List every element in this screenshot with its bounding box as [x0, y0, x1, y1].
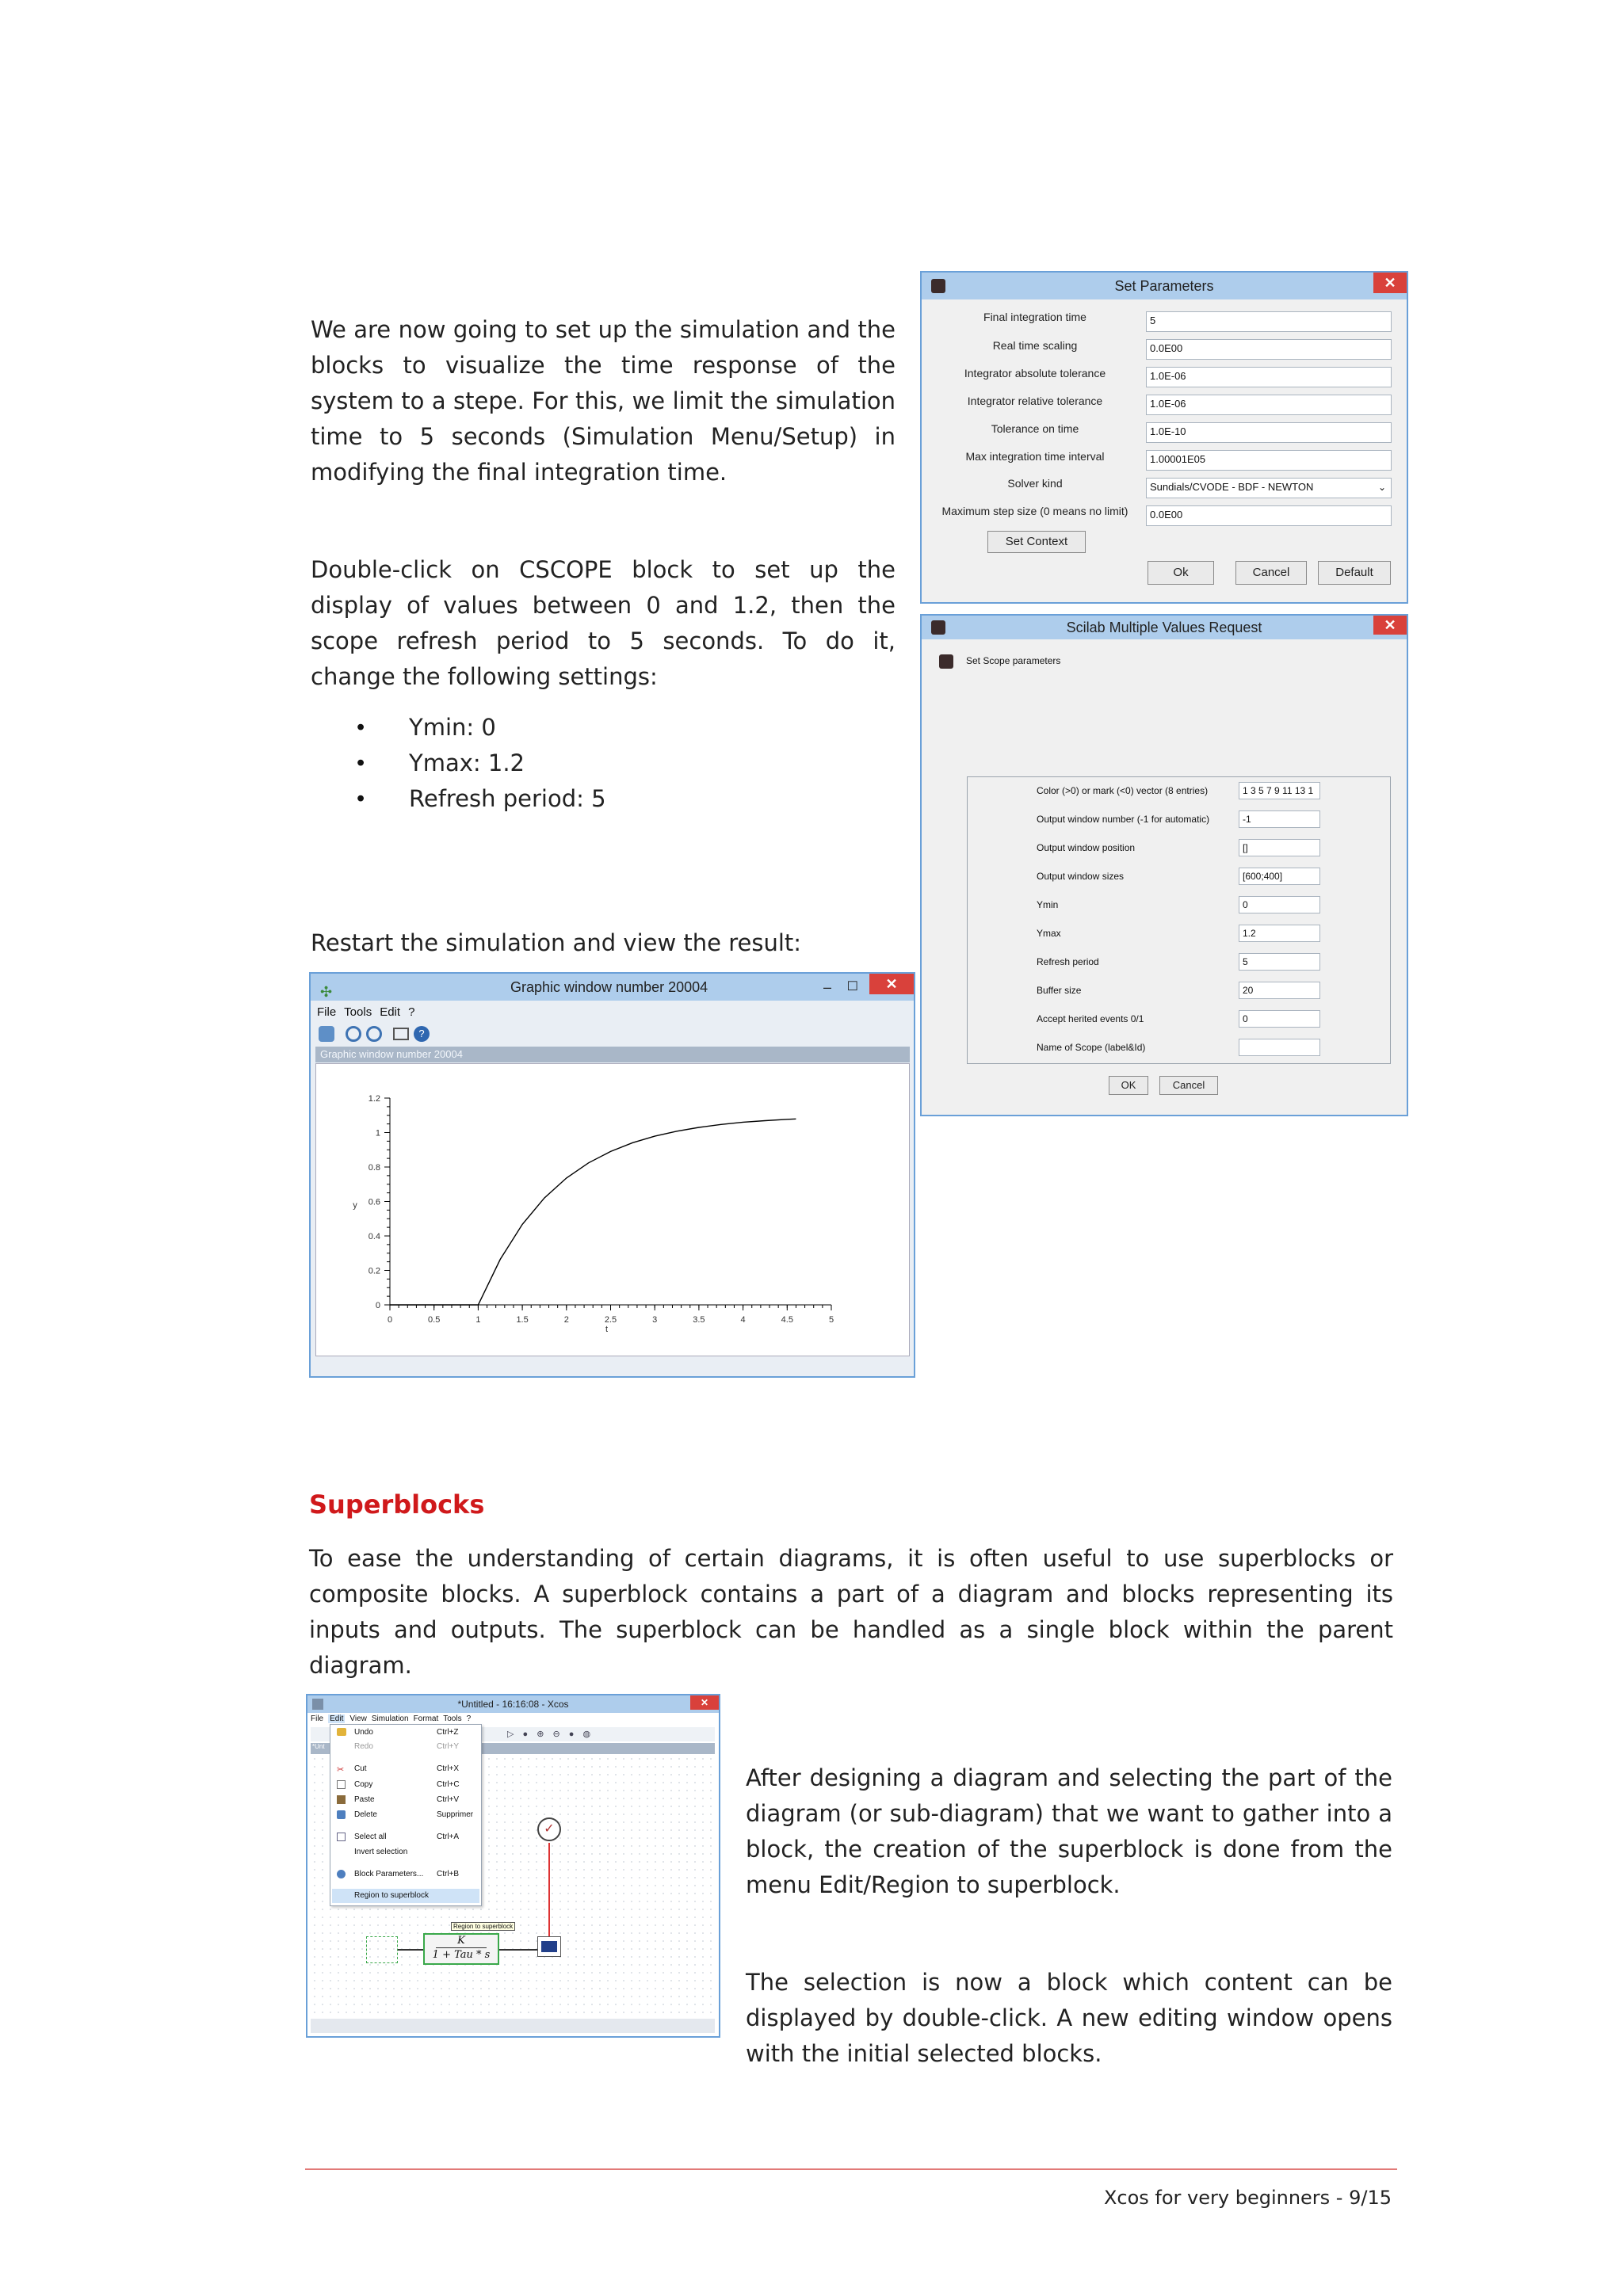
shortcut: Ctrl+A: [437, 1833, 460, 1841]
menu-item-copy[interactable]: Copy: [354, 1780, 373, 1789]
block-parameters-icon: [337, 1870, 346, 1878]
menu-edit[interactable]: Edit: [330, 1714, 344, 1723]
menu-simulation[interactable]: Simulation: [371, 1714, 409, 1723]
relative-tolerance-input[interactable]: 1.0E-06: [1146, 395, 1392, 415]
event-link: [548, 1843, 550, 1936]
superblocks-paragraph: To ease the understanding of certain diagrams, it is often useful to use superblocks or composite blocks. A superblock contains a part of a diagram and blocks representing its inputs and outputs. The superblock can be handled as a single block within the parent diagram.: [309, 1545, 1393, 1679]
menu-format[interactable]: Format: [413, 1714, 439, 1723]
window-title-bar: [311, 974, 914, 1001]
x-tick-label: 0: [387, 1315, 393, 1325]
param-label: Ymin: [1037, 899, 1059, 910]
after-design-paragraph: After designing a diagram and selecting the part of the diagram (or sub-diagram) that we want to gather into a block, the creation of the superblock is done from the menu Edit/Region to superblock.: [746, 1764, 1392, 1898]
scilab-logo-icon: [931, 279, 945, 293]
ymax-input[interactable]: 1.2: [1239, 925, 1320, 942]
section-heading-superblocks: Superblocks: [309, 1489, 485, 1520]
shortcut: Supprimer: [437, 1810, 474, 1819]
clock-block[interactable]: ✓: [537, 1817, 561, 1841]
param-label: Ymax: [1037, 928, 1061, 939]
param-label: Output window sizes: [1037, 871, 1125, 882]
scilab-logo-icon: [939, 654, 953, 669]
menu-file[interactable]: File: [311, 1714, 324, 1723]
scope-block[interactable]: [537, 1936, 561, 1957]
param-label: Solver kind: [1007, 477, 1063, 490]
menu-item-cut[interactable]: Cut: [354, 1764, 367, 1773]
scilab-logo-icon: ✣: [320, 984, 333, 1000]
cscope-paragraph: Double-click on CSCOPE block to set up the display of values between 0 and 1.2, then the scope refresh period to 5 seconds. To do it, change the following settings:: [311, 556, 896, 690]
x-tick-label: 0.5: [428, 1315, 441, 1325]
panel-title: Graphic window number 20004: [320, 1048, 463, 1060]
shortcut: Ctrl+X: [437, 1764, 460, 1773]
refresh-period-input[interactable]: 5: [1239, 953, 1320, 971]
param-label: Real time scaling: [992, 339, 1078, 352]
shortcut: Ctrl+Z: [437, 1728, 459, 1737]
param-label: Buffer size: [1037, 985, 1082, 996]
param-label: Max integration time interval: [965, 450, 1105, 463]
color-vector-input[interactable]: 1 3 5 7 9 11 13 1: [1239, 782, 1320, 799]
selection-paragraph: The selection is now a block which content can be displayed by double-click. A new editing window opens with the initial selected blocks.: [746, 1969, 1392, 2067]
y-tick-label: 0.8: [368, 1163, 380, 1173]
y-axis-label: y: [353, 1200, 357, 1211]
shortcut: Ctrl+Y: [437, 1742, 460, 1751]
dialog-title-bar: [922, 273, 1407, 299]
step-response-chart: [316, 1064, 911, 1357]
chevron-down-icon: ⌄: [1377, 482, 1386, 493]
graphic-window: [309, 972, 915, 1378]
tooltip: Region to superblock: [451, 1922, 515, 1931]
shortcut: Ctrl+B: [437, 1870, 460, 1878]
menu-item-select-all[interactable]: Select all: [354, 1833, 387, 1841]
diagram-tab[interactable]: *Unt: [312, 1743, 325, 1750]
toolbar-icons: ▷ ● ⊕ ⊖ ● ◍: [507, 1730, 594, 1739]
rotate-icon[interactable]: [319, 1026, 334, 1042]
zoom-out-icon[interactable]: [366, 1026, 382, 1042]
bullet-icon: •: [357, 786, 365, 811]
solver-kind-select[interactable]: Sundials/CVODE - BDF - NEWTON ⌄: [1146, 478, 1392, 498]
buffer-size-input[interactable]: 20: [1239, 982, 1320, 999]
menu-item-redo[interactable]: Redo: [354, 1742, 373, 1751]
x-axis-label: t: [605, 1325, 609, 1334]
edit-menu-dropdown: [330, 1724, 482, 1906]
intro-paragraph: We are now going to set up the simulation and the blocks to visualize the time response of the system to a stepe. For this, we limit the simulation time to 5 seconds (Simulation Menu/Setup) in modifying the final integration time.: [311, 316, 896, 486]
scope-icon: [541, 1941, 557, 1952]
ymin-input[interactable]: 0: [1239, 896, 1320, 913]
x-tick-label: 1.5: [516, 1315, 529, 1325]
output-window-position-input[interactable]: []: [1239, 839, 1320, 856]
window-title-bar: [307, 1695, 719, 1713]
dialog-title: Scilab Multiple Values Request: [1066, 620, 1262, 635]
menu-item-invert-selection[interactable]: Invert selection: [354, 1848, 408, 1856]
param-label: Accept herited events 0/1: [1037, 1013, 1144, 1024]
block-numerator: K: [436, 1935, 487, 1948]
window-title: *Untitled - 16:16:08 - Xcos: [457, 1699, 569, 1710]
menu-item-delete[interactable]: Delete: [354, 1810, 377, 1819]
bullet-item: Ymax: 1.2: [409, 749, 525, 776]
paste-icon: [337, 1795, 346, 1804]
delete-icon: [337, 1810, 346, 1819]
accept-herited-events-input[interactable]: 0: [1239, 1010, 1320, 1028]
xcos-window: [306, 1694, 720, 2038]
bullet-icon: •: [357, 750, 365, 776]
help-icon[interactable]: ?: [414, 1026, 430, 1042]
menu-bar: [317, 1005, 414, 1019]
y-tick-label: 1: [375, 1128, 380, 1138]
menu-item-paste[interactable]: Paste: [354, 1795, 375, 1804]
max-integration-interval-input[interactable]: 1.00001E05: [1146, 450, 1392, 471]
param-label: Output window position: [1037, 842, 1136, 853]
status-bar: [311, 2019, 715, 2033]
cut-icon: ✂: [337, 1765, 345, 1775]
scope-parameters-dialog: [920, 614, 1408, 1116]
tolerance-on-time-input[interactable]: 1.0E-10: [1146, 422, 1392, 443]
y-tick-label: 0.6: [368, 1197, 380, 1207]
menu-view[interactable]: View: [349, 1714, 367, 1723]
panel-title-bar: [315, 1047, 910, 1062]
scilab-logo-icon: [931, 620, 945, 635]
menu-tools[interactable]: Tools: [344, 1005, 372, 1019]
param-label: Color (>0) or mark (<0) vector (8 entries): [1037, 785, 1209, 796]
menu-help[interactable]: ?: [466, 1714, 472, 1723]
menu-file[interactable]: File: [317, 1005, 337, 1019]
param-label: Integrator relative tolerance: [967, 395, 1103, 407]
menu-tools[interactable]: Tools: [443, 1714, 462, 1723]
series-line: [390, 1119, 796, 1305]
ok-button[interactable]: OK: [1109, 1076, 1148, 1095]
toolbar: [315, 1023, 902, 1045]
undo-icon: [337, 1728, 346, 1736]
final-integration-time-input[interactable]: 5: [1146, 311, 1392, 332]
close-button[interactable]: ✕: [1373, 273, 1407, 293]
select-all-icon: [337, 1833, 346, 1841]
restart-paragraph: Restart the simulation and view the result:: [311, 929, 802, 956]
param-label: Output window number (-1 for automatic): [1037, 814, 1210, 825]
menu-item-block-parameters[interactable]: Block Parameters...: [354, 1870, 424, 1878]
output-window-number-input[interactable]: -1: [1239, 810, 1320, 828]
shortcut: Ctrl+C: [437, 1780, 460, 1789]
close-button[interactable]: ✕: [869, 974, 914, 994]
shortcut: Ctrl+V: [437, 1795, 460, 1804]
x-tick-label: 5: [828, 1315, 834, 1325]
bullet-item: Refresh period: 5: [409, 785, 606, 812]
param-label: Refresh period: [1037, 956, 1099, 967]
param-label: Tolerance on time: [991, 422, 1079, 435]
x-tick-label: 4: [740, 1315, 746, 1325]
set-parameters-dialog: [920, 271, 1408, 604]
menu-item-region-to-superblock[interactable]: Region to superblock: [354, 1891, 429, 1900]
close-button[interactable]: ✕: [1373, 616, 1407, 635]
y-tick-label: 1.2: [368, 1094, 380, 1104]
footer-rule: [305, 2168, 1397, 2170]
menu-edit[interactable]: Edit: [380, 1005, 401, 1019]
dialog-subtitle: Set Scope parameters: [966, 655, 1061, 666]
maximize-button[interactable]: ☐: [846, 980, 858, 994]
window-title: Graphic window number 20004: [510, 979, 708, 995]
x-tick-label: 1: [475, 1315, 481, 1325]
param-label: Integrator absolute tolerance: [964, 367, 1106, 379]
param-label: Name of Scope (label&Id): [1037, 1042, 1146, 1053]
dialog-title: Set Parameters: [1114, 278, 1214, 294]
x-tick-label: 2: [563, 1315, 569, 1325]
ok-button[interactable]: Ok: [1148, 561, 1214, 585]
transfer-function-block[interactable]: [423, 1933, 499, 1965]
x-tick-label: 2.5: [604, 1315, 617, 1325]
step-block[interactable]: [366, 1936, 398, 1963]
param-label: Final integration time: [983, 311, 1086, 323]
page-footer: Xcos for very beginners - 9/15: [1103, 2187, 1392, 2209]
minimize-button[interactable]: –: [823, 979, 831, 995]
copy-icon: [337, 1780, 346, 1789]
y-tick-label: 0.4: [368, 1232, 380, 1241]
y-tick-label: 0.2: [368, 1266, 380, 1276]
xcos-logo-icon: [312, 1699, 323, 1710]
set-context-button[interactable]: Set Context: [987, 531, 1086, 553]
scope-name-input[interactable]: [1239, 1039, 1320, 1056]
bullet-item: Ymin: 0: [409, 714, 496, 741]
default-button[interactable]: Default: [1318, 561, 1391, 585]
param-label: Maximum step size (0 means no limit): [941, 505, 1128, 517]
y-tick-label: 0: [375, 1301, 380, 1310]
x-tick-label: 4.5: [781, 1315, 793, 1325]
real-time-scaling-input[interactable]: 0.0E00: [1146, 339, 1392, 360]
zoom-in-icon[interactable]: [346, 1026, 361, 1042]
menu-bar: [311, 1714, 471, 1723]
menu-item-undo[interactable]: Undo: [354, 1728, 373, 1737]
absolute-tolerance-input[interactable]: 1.0E-06: [1146, 367, 1392, 387]
x-tick-label: 3.5: [693, 1315, 705, 1325]
close-button[interactable]: ✕: [690, 1695, 719, 1710]
cancel-button[interactable]: Cancel: [1235, 561, 1307, 585]
output-window-sizes-input[interactable]: [600;400]: [1239, 868, 1320, 885]
cancel-button[interactable]: Cancel: [1159, 1076, 1218, 1095]
menu-help[interactable]: ?: [408, 1005, 415, 1019]
max-step-size-input[interactable]: 0.0E00: [1146, 505, 1392, 526]
window-icon[interactable]: [393, 1028, 409, 1040]
plot-area: [315, 1063, 910, 1356]
bullet-icon: •: [357, 715, 365, 740]
dialog-title-bar: [922, 616, 1407, 639]
x-tick-label: 3: [652, 1315, 658, 1325]
block-denominator: 1 + Tau * s: [432, 1949, 491, 1961]
